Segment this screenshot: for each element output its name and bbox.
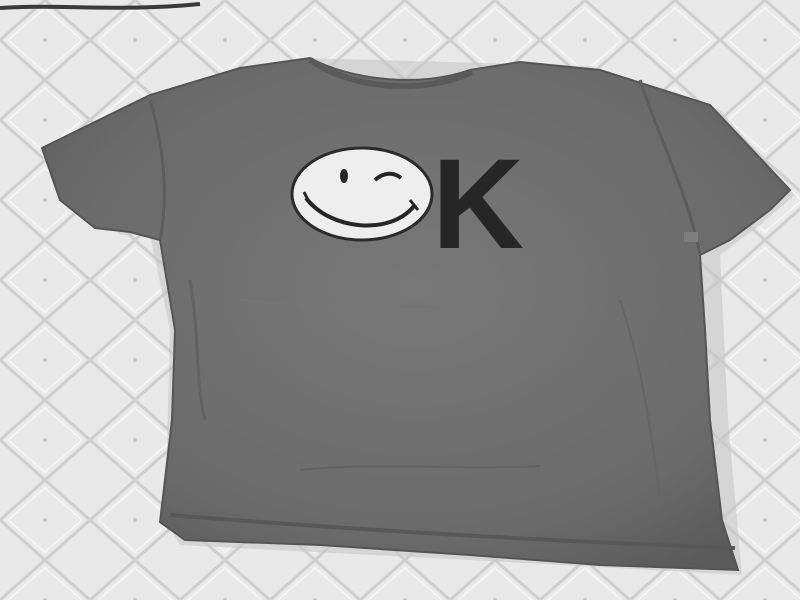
shirt-letter-k: K <box>432 133 524 276</box>
shirt-tag <box>684 232 698 242</box>
smiley-left-eye <box>340 169 348 183</box>
winking-smiley <box>292 148 432 240</box>
